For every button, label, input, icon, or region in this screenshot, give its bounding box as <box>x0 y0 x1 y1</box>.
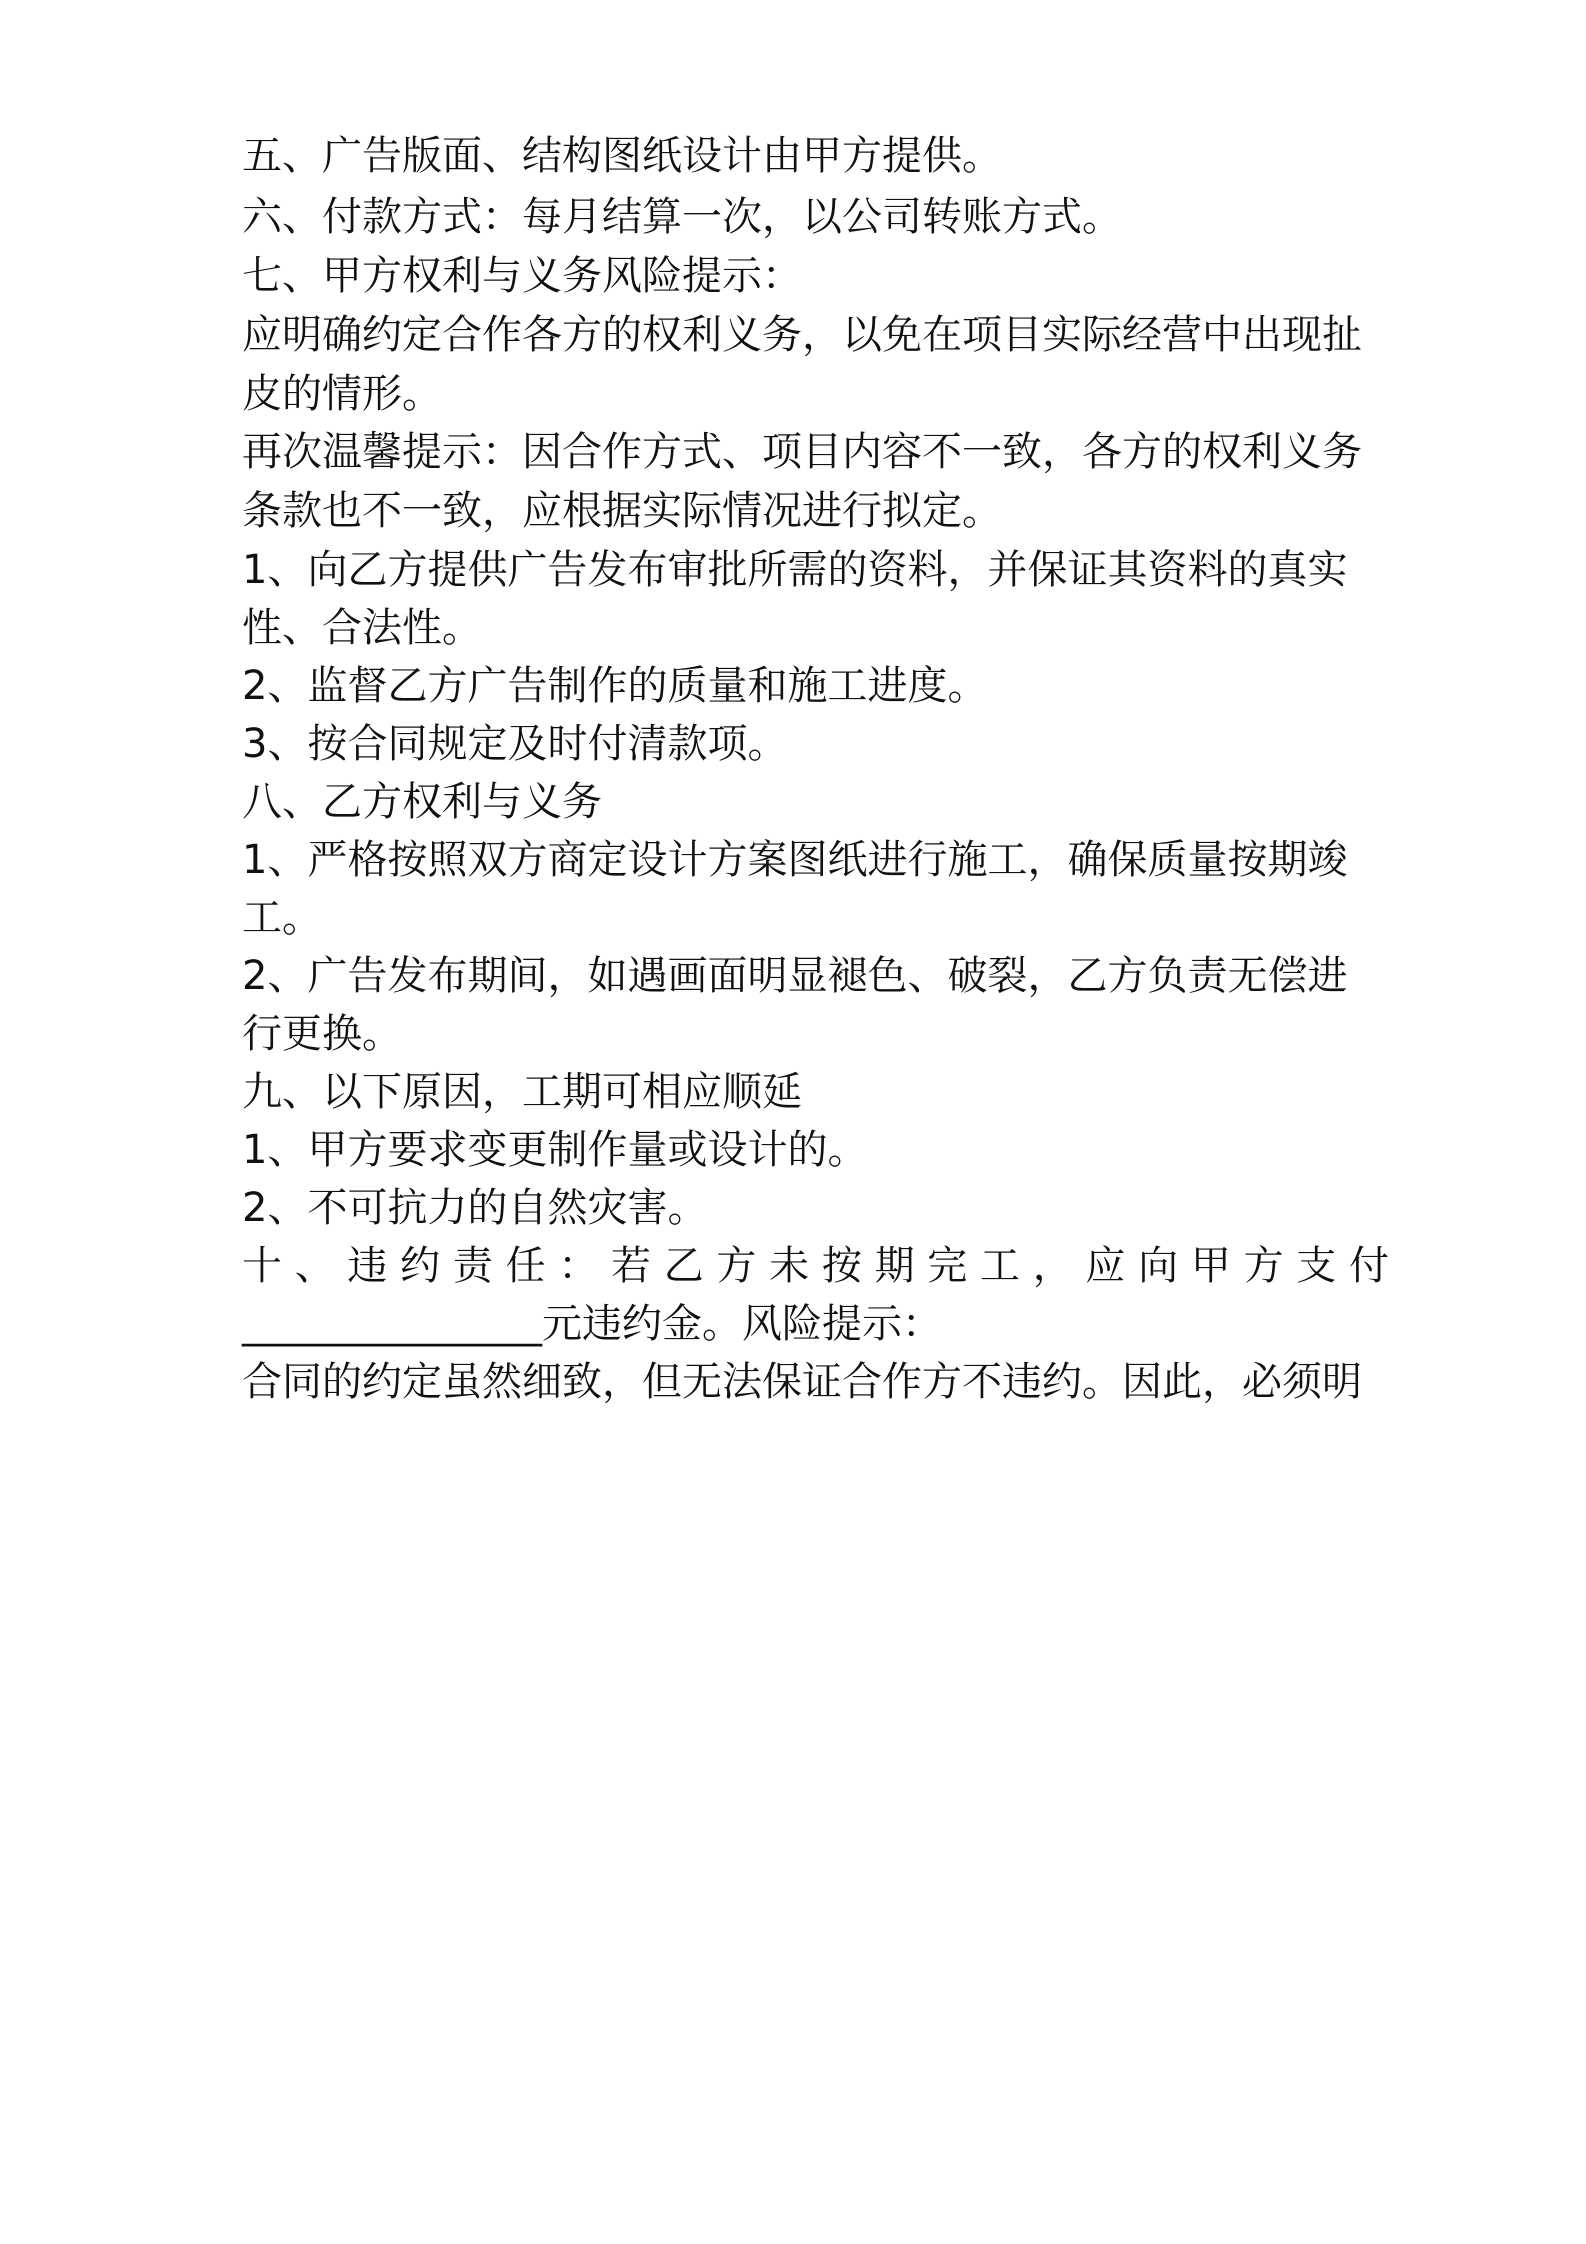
party-b-item-2-line-1: 2、广告发布期间，如遇画面明显褪色、破裂，乙方负责无偿进 <box>242 953 1348 999</box>
risk-note-line-1: 应明确约定合作各方的权利义务，以免在项目实际经营中出现扯 <box>242 312 1362 358</box>
party-a-item-2: 2、监督乙方广告制作的质量和施工进度。 <box>242 663 988 709</box>
reminder-line-2: 条款也不一致，应根据实际情况进行拟定。 <box>242 488 1002 534</box>
delay-item-2: 2、不可抗力的自然灾害。 <box>242 1185 708 1231</box>
risk-note-line-2: 皮的情形。 <box>242 371 442 417</box>
clause-6-payment: 六、付款方式：每月结算一次，以公司转账方式。 <box>242 194 1122 240</box>
clause-5: 五、广告版面、结构图纸设计由甲方提供。 <box>242 133 1002 179</box>
party-a-item-1-line-2: 性、合法性。 <box>242 605 482 651</box>
party-b-item-1-line-1: 1、严格按照双方商定设计方案图纸进行施工，确保质量按期竣 <box>242 837 1348 883</box>
clause-8-heading: 八、乙方权利与义务 <box>242 779 602 825</box>
clause-10-line-1: 十 、 违 约 责 任 ： 若 乙 方 未 按 期 完 工 ， 应 向 甲 方 支 付 <box>242 1243 1390 1289</box>
party-b-item-1-line-2: 工。 <box>242 895 322 941</box>
clause-7-heading: 七、甲方权利与义务风险提示： <box>242 253 802 299</box>
party-a-item-3: 3、按合同规定及时付清款项。 <box>242 721 788 767</box>
clause-10-line-3: 合同的约定虽然细致，但无法保证合作方不违约。因此，必须明 <box>242 1359 1362 1405</box>
clause-9-heading: 九、以下原因，工期可相应顺延 <box>242 1069 802 1115</box>
party-b-item-2-line-2: 行更换。 <box>242 1011 402 1057</box>
delay-item-1: 1、甲方要求变更制作量或设计的。 <box>242 1127 868 1173</box>
party-a-item-1-line-1: 1、向乙方提供广告发布审批所需的资料，并保证其资料的真实 <box>242 547 1348 593</box>
clause-10-line-2: _______________元违约金。风险提示： <box>242 1301 942 1347</box>
reminder-line-1: 再次温馨提示：因合作方式、项目内容不一致，各方的权利义务 <box>242 429 1362 475</box>
